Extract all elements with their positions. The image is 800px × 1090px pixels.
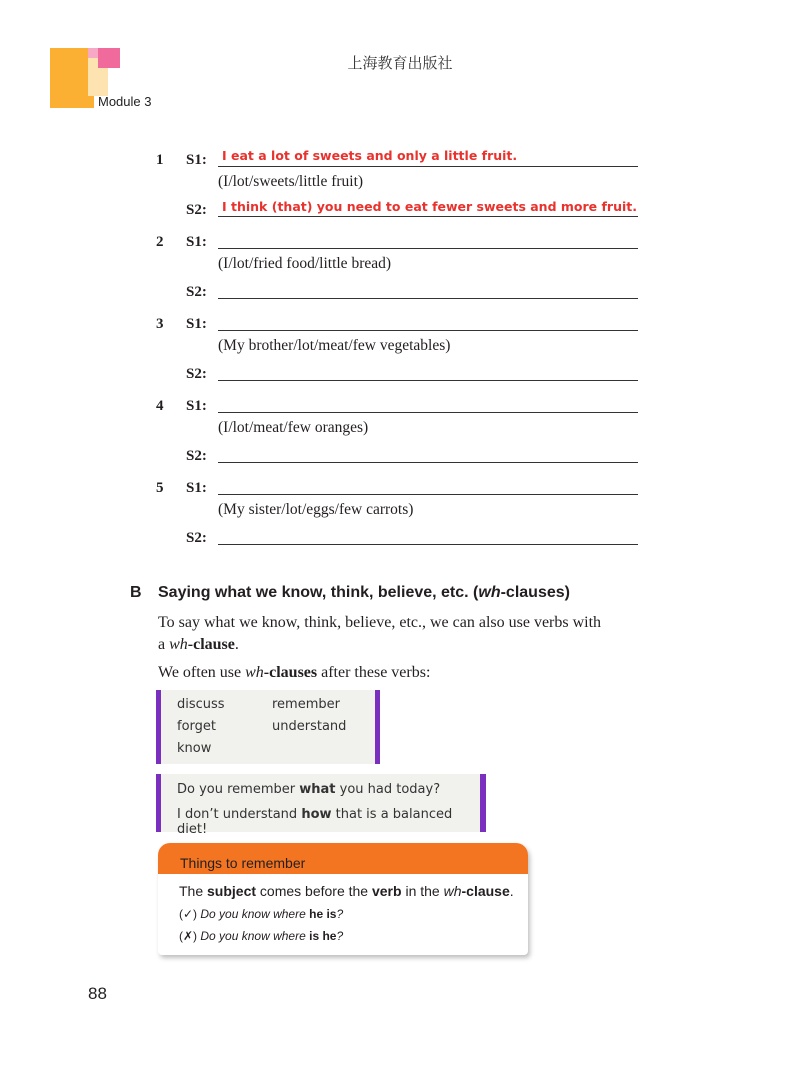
s2-label: S2:: [186, 366, 207, 382]
example-sentence: Do you remember what you had today?: [177, 782, 441, 797]
s1-label: S1:: [186, 398, 207, 414]
check-icon: (✓): [179, 907, 198, 921]
s1-label: S1:: [186, 480, 207, 496]
s1-answer-line[interactable]: [218, 248, 638, 249]
s1-answer-line[interactable]: [218, 494, 638, 495]
s1-answer-line[interactable]: [218, 330, 638, 331]
wrong-example: (✗) Do you know where is he?: [179, 929, 344, 943]
s1-answer-line[interactable]: [218, 166, 638, 167]
publisher-name: 上海教育出版社: [347, 54, 453, 72]
verbs-box: [156, 690, 380, 764]
s2-answer-line[interactable]: [218, 216, 638, 217]
verb-item: remember: [272, 697, 340, 712]
s1-answer-line[interactable]: [218, 412, 638, 413]
item-prompt: (I/lot/sweets/little fruit): [218, 173, 364, 190]
item-prompt: (My sister/lot/eggs/few carrots): [218, 501, 414, 518]
s1-label: S1:: [186, 234, 207, 250]
s2-answer-line[interactable]: [218, 462, 638, 463]
item-number: 5: [156, 480, 164, 496]
s2-answer-line[interactable]: [218, 298, 638, 299]
remember-heading: Things to remember: [158, 843, 528, 874]
s2-answer-line[interactable]: [218, 380, 638, 381]
section-title: Saying what we know, think, believe, etc. (wh-clauses): [158, 584, 570, 601]
s1-answer: I eat a lot of sweets and only a little fruit.: [222, 148, 518, 163]
verbs-intro: We often use wh-clauses after these verbs:: [158, 664, 431, 681]
item-number: 1: [156, 152, 164, 168]
s2-label: S2:: [186, 202, 207, 218]
s2-label: S2:: [186, 448, 207, 464]
s2-label: S2:: [186, 284, 207, 300]
things-to-remember-box: [158, 843, 528, 955]
section-intro: To say what we know, think, believe, etc., we can also use verbs with a wh-clause.: [158, 614, 602, 653]
s2-answer: I think (that) you need to eat fewer sweets and more fruit.: [222, 199, 638, 214]
item-prompt: (My brother/lot/meat/few vegetables): [218, 337, 451, 354]
verb-item: know: [177, 741, 212, 756]
item-prompt: (I/lot/fried food/little bread): [218, 255, 392, 272]
s1-label: S1:: [186, 316, 207, 332]
example-sentence: I don’t understand how that is a balanced diet!: [177, 807, 453, 837]
cross-icon: (✗): [179, 929, 198, 943]
verb-item: discuss: [177, 697, 225, 712]
remember-rule: The subject comes before the verb in the wh-clause.: [179, 883, 514, 899]
item-number: 3: [156, 316, 164, 332]
section-letter: B: [130, 584, 142, 601]
examples-box: [156, 774, 486, 837]
module-label: Module 3: [98, 94, 152, 109]
item-prompt: (I/lot/meat/few oranges): [218, 419, 369, 436]
correct-example: (✓) Do you know where he is?: [179, 907, 344, 921]
s2-answer-line[interactable]: [218, 544, 638, 545]
s1-label: S1:: [186, 152, 207, 168]
page-number: 88: [88, 984, 107, 1003]
verb-item: understand: [272, 719, 347, 734]
verb-item: forget: [177, 719, 216, 734]
item-number: 2: [156, 234, 164, 250]
s2-label: S2:: [186, 530, 207, 546]
item-number: 4: [156, 398, 164, 414]
